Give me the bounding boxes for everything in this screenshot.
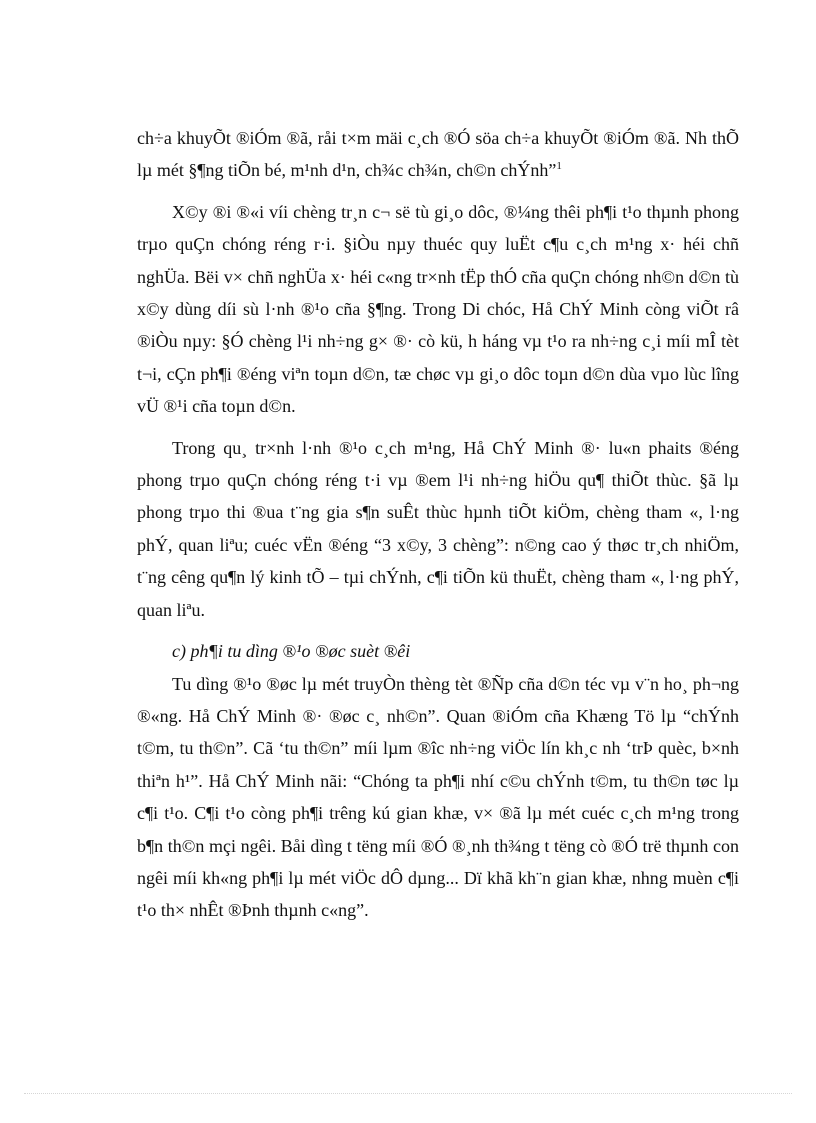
page-bottom-rule <box>24 1093 792 1094</box>
footnote-marker: 1 <box>556 160 562 173</box>
section-heading-c: c) ph¶i tu dìng ®¹o ®øc suèt ®êi <box>172 641 411 662</box>
body-text <box>137 122 739 927</box>
paragraph-1-text: ch÷a khuyÕt ®iÓm ®ã, råi t×m mäi c¸ch ®Ó söa ch÷a khuyÕt ®iÓm ®ã. Nh thÕ lµ mét §¶ng tiÕn bé, m¹nh d¹n, ch¾c ch¾n, ch©n chÝnh” <box>137 128 739 181</box>
paragraph-2: X©y ®i ®«i víi chèng tr¸n c¬ së tù gi¸o dôc, ®¼ng thêi ph¶i t¹o thµnh phong trµo quÇn chóng réng r·i. §iÒu nµy thuéc quy luËt c¶u c¸ch m¹ng x· héi chñ nghÜa. Bëi v× chñ nghÜa x· héi c«ng tr×nh tËp thÓ cña quÇn chóng nh©n d©n tù x©y dùng díi sù l·nh ®¹o cña §¶ng. Trong Di chóc, Hå ChÝ Minh còng viÕt râ ®iÒu nµy: §Ó chèng l¹i nh÷ng g× ®· cò kü, h háng vµ t¹o ra nh÷ng c¸i míi mÎ tèt t¬i, cÇn ph¶i ®éng viªn toµn d©n, tæ chøc vµ gi¸o dôc toµn d©n dùa vµo lùc lîng vÜ ®¹i cña toµn d©n. <box>137 201 739 417</box>
paragraph-3: Trong qu¸ tr×nh l·nh ®¹o c¸ch m¹ng, Hå ChÝ Minh ®· lu«n phaits ®éng phong trµo quÇn chóng réng t·i vµ ®em l¹i nh÷ng hiÖu qu¶ thiÕt thùc. §ã lµ phong trµo thi ®ua t¨ng gia s¶n suÊt thùc hµnh tiÕt kiÖm, chèng tham «, l·ng phÝ, quan liªu; cuéc vËn ®éng “3 x©y, 3 chèng”: n©ng cao ý thøc tr¸ch nhiÖm, t¨ng cêng qu¶n lý kinh tÕ – tµi chÝnh, c¶i tiÕn kü thuËt, chèng tham «, l·ng phÝ, quan liªu. <box>137 437 739 620</box>
paragraph-4: Tu dìng ®¹o ®øc lµ mét truyÒn thèng tèt ®Ñp cña d©n téc vµ v¨n ho¸ ph¬ng ®«ng. Hå ChÝ Minh ®· ®øc c¸ nh©n”. Quan ®iÓm cña Khæng Tö lµ “chÝnh t©m, tu th©n”. Cã ‘tu th©n” míi lµm ®îc nh÷ng viÖc lín kh¸c nh ‘trÞ quèc, b×nh thiªn h¹”. Hå ChÝ Minh nãi: “Chóng ta ph¶i nhí c©u chÝnh t©m, tu th©n tøc lµ c¶i t¹o. C¶i t¹o còng ph¶i trêng kú gian khæ, v× ®ã lµ mét cuéc c¸ch m¹ng trong b¶n th©n mçi ngêi. Båi dìng t tëng míi ®Ó ®¸nh th¾ng t tëng cò ®Ó trë thµnh con ngêi míi kh«ng ph¶i lµ mét viÖc dÔ dµng... Dï khã kh¨n gian khæ, nhng muèn c¶i t¹o th× nhÊt ®Þnh thµnh c«ng”. <box>137 673 739 921</box>
paragraph-1 <box>137 122 739 187</box>
